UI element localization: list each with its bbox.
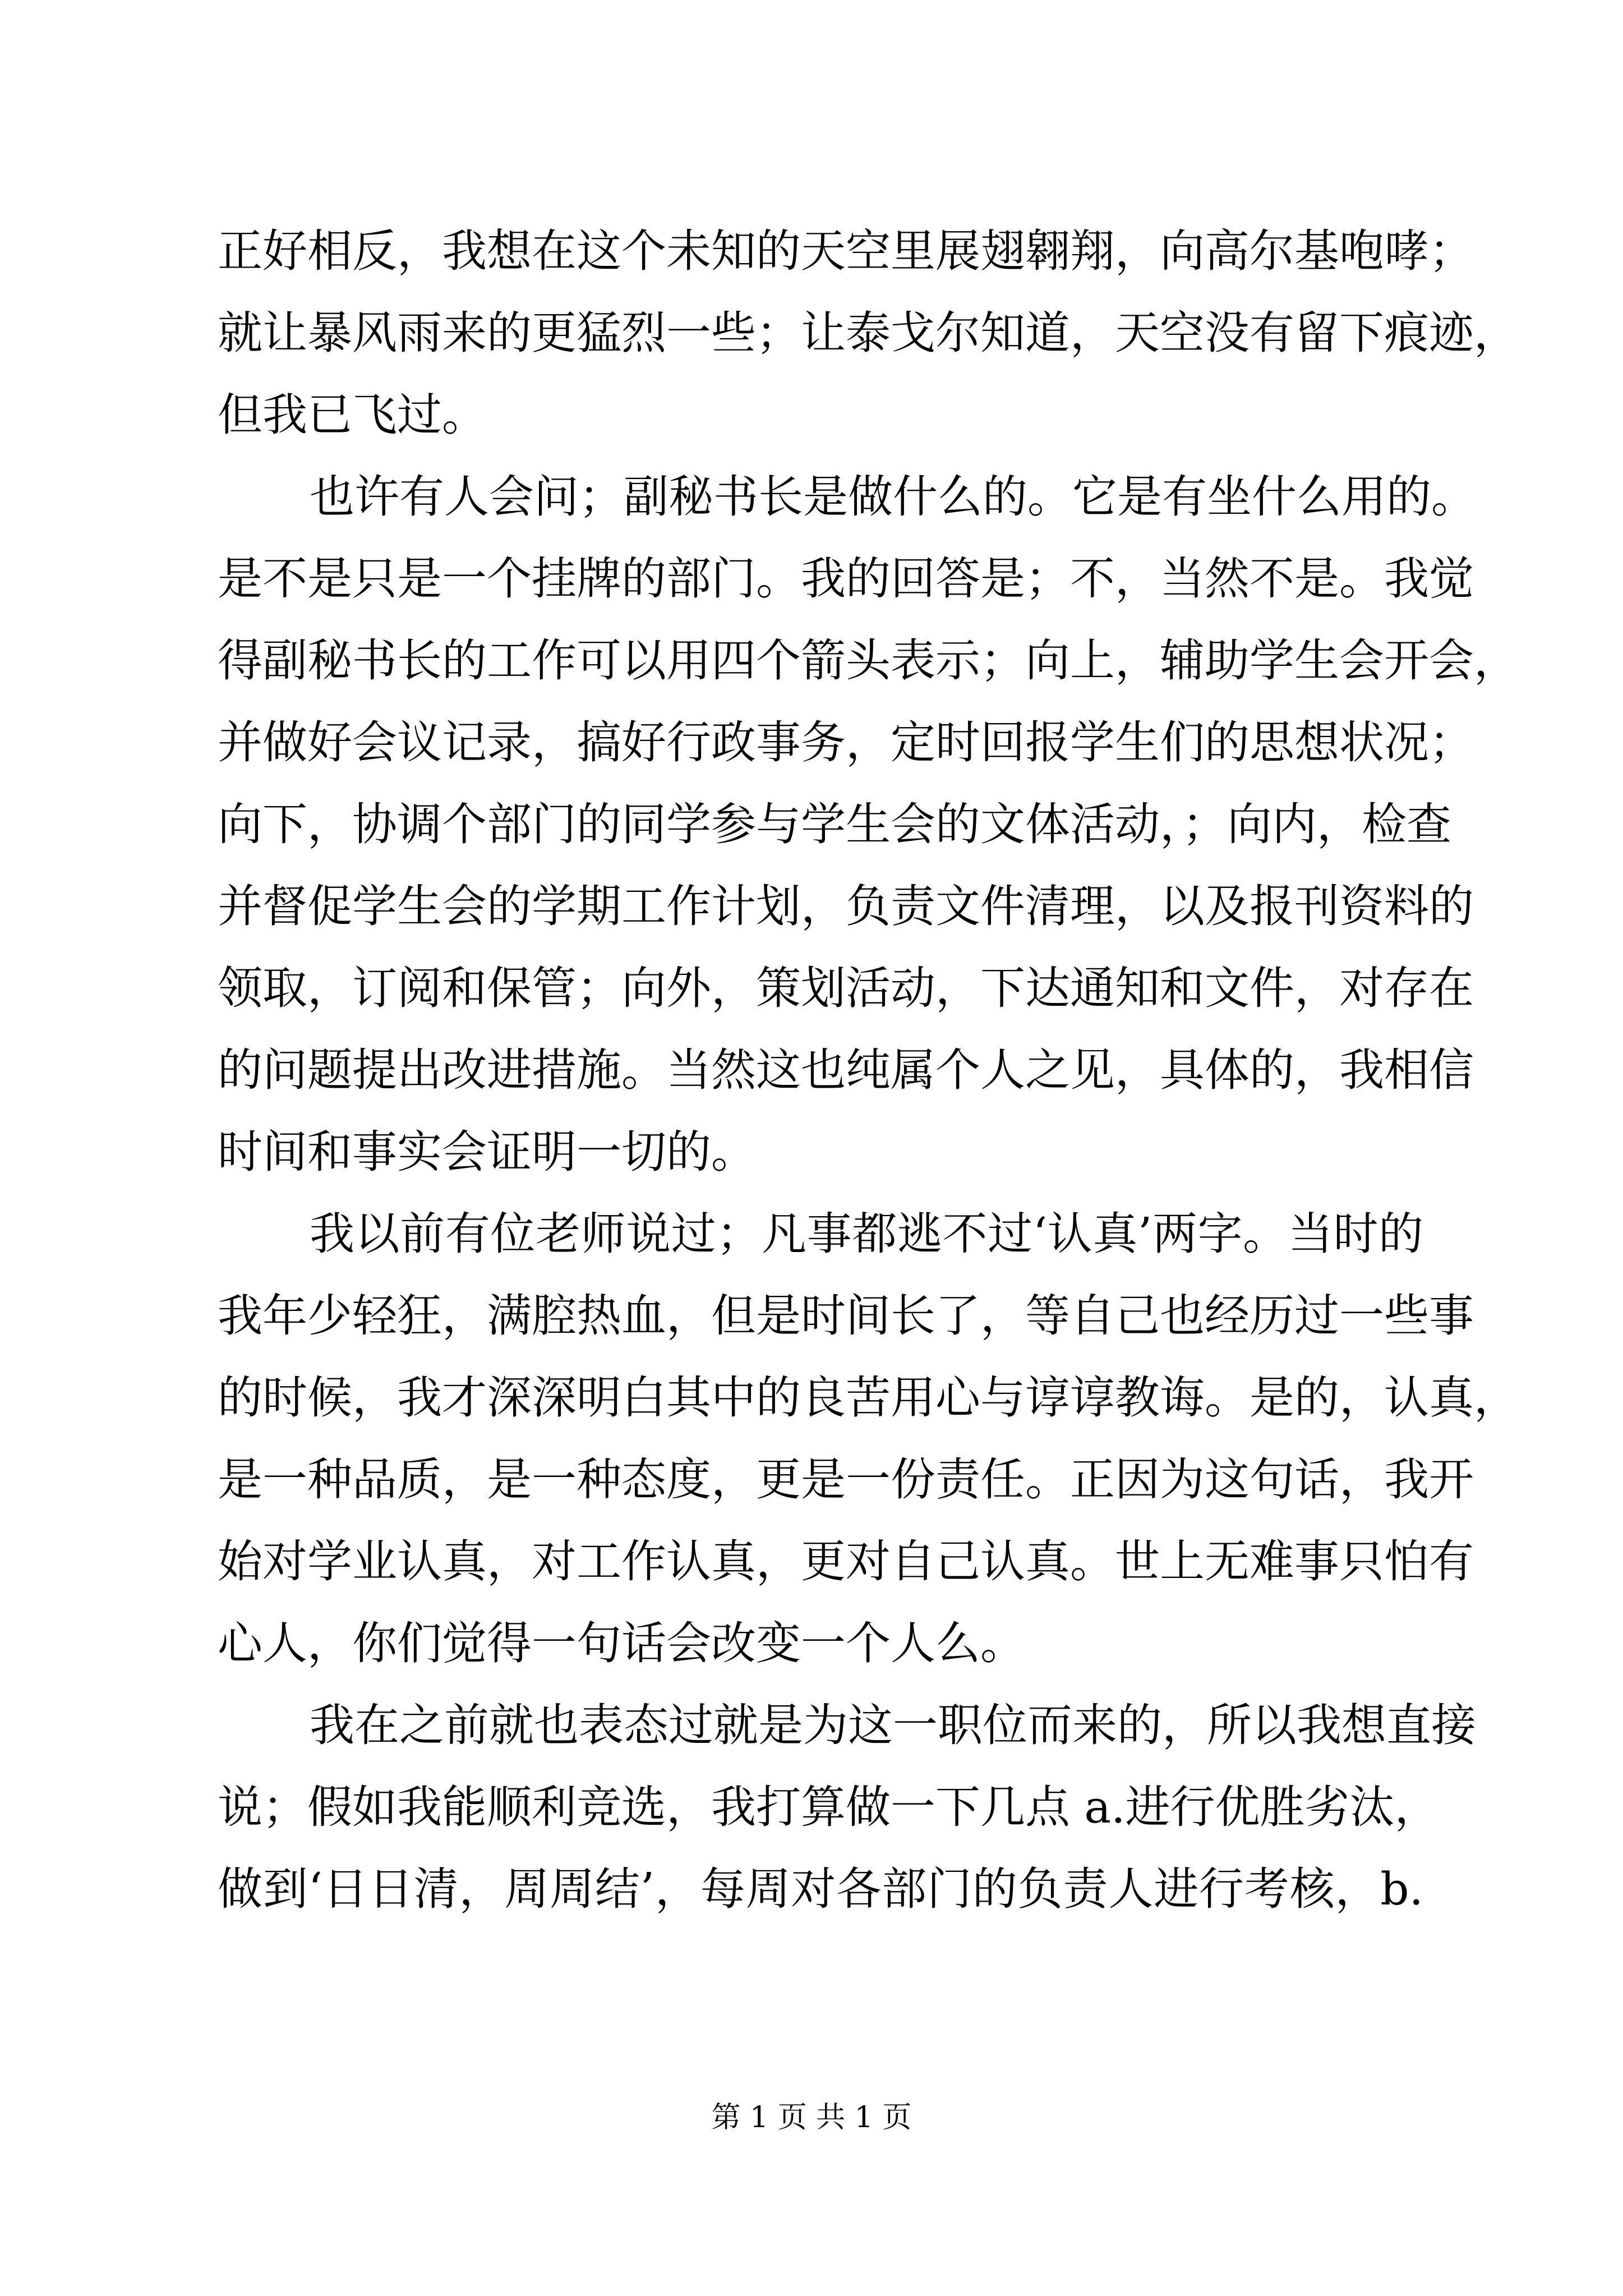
text-line: 并做好会议记录，搞好行政事务，定时回报学生们的思想状况； [218, 716, 1474, 769]
text-line: 的时候，我才深深明白其中的良苦用心与谆谆教诲。是的，认真， [218, 1372, 1519, 1424]
text-line: 我年少轻狂，满腔热血，但是时间长了，等自己也经历过一些事 [218, 1290, 1474, 1342]
text-line: 领取，订阅和保管；向外，策划活动，下达通知和文件，对存在 [218, 962, 1474, 1014]
paragraph-first-line: 我在之前就也表态过就是为这一职位而来的，所以我想直接 [310, 1699, 1476, 1751]
paragraph-first-line: 也许有人会问；副秘书长是做什么的。它是有坐什么用的。 [310, 471, 1476, 523]
text-line: 并督促学生会的学期工作计划，负责文件清理，以及报刊资料的 [218, 880, 1474, 932]
text-line: 得副秘书长的工作可以用四个箭头表示；向上，辅助学生会开会， [218, 634, 1519, 687]
text-line: 说；假如我能顺利竞选，我打算做一下几点 a.进行优胜劣汰， [218, 1781, 1440, 1833]
text-line: 时间和事实会证明一切的。 [218, 1126, 756, 1178]
text-line: 做到‘日日清，周周结’，每周对各部门的负责人进行考核，b. [218, 1863, 1423, 1915]
paragraph-first-line: 我以前有位老师说过；凡事都逃不过‘认真’两字。当时的 [310, 1208, 1423, 1260]
text-line: 是不是只是一个挂牌的部门。我的回答是；不，当然不是。我觉 [218, 553, 1474, 605]
text-line: 正好相反，我想在这个未知的天空里展翅翱翔，向高尔基咆哮； [218, 225, 1474, 277]
page-footer: 第 1 页 共 1 页 [711, 2101, 912, 2134]
text-line: 但我已飞过。 [218, 389, 487, 441]
text-line: 是一种品质，是一种态度，更是一份责任。正因为这句话，我开 [218, 1453, 1474, 1506]
text-line: 就让暴风雨来的更猛烈一些；让泰戈尔知道，天空没有留下痕迹， [218, 307, 1519, 359]
text-line: 心人，你们觉得一句话会改变一个人么。 [218, 1617, 1025, 1669]
text-line: 的问题提出改进措施。当然这也纯属个人之见，具体的，我相信 [218, 1044, 1474, 1096]
text-line: 向下，协调个部门的同学参与学生会的文体活动，；向内，检查 [218, 798, 1451, 850]
document-body [218, 210, 1519, 1930]
text-line: 始对学业认真，对工作认真，更对自己认真。世上无难事只怕有 [218, 1535, 1474, 1588]
